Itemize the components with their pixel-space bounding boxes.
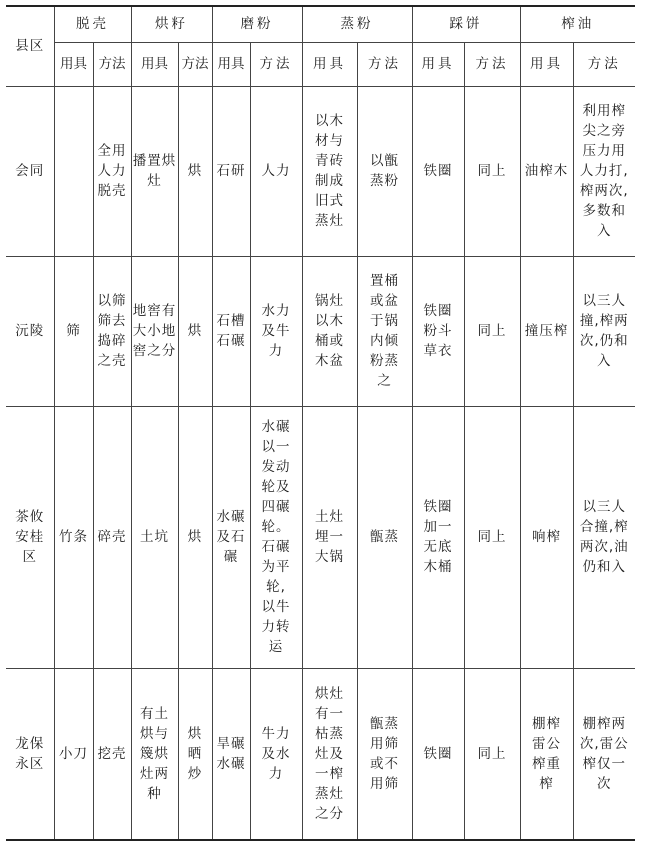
table-cell: 烘晒炒: [178, 668, 212, 840]
header-method: 方法: [250, 42, 302, 86]
header-method: 方法: [357, 42, 412, 86]
header-row-groups: [6, 6, 635, 42]
table-cell: 石槽石碾: [212, 256, 250, 406]
oil-pressing-table: [6, 5, 635, 841]
table-cell: 甑蒸用筛或不用筛: [357, 668, 412, 840]
county-cell: 龙保永区: [6, 668, 54, 840]
header-group-shelling: 脱壳: [54, 6, 131, 42]
table-cell: 播置烘灶: [131, 86, 178, 256]
header-tool: 用具: [412, 42, 464, 86]
table-row: [6, 406, 635, 668]
table-cell: 烘: [178, 256, 212, 406]
table-row: [6, 86, 635, 256]
table-cell: 锅灶以木桶或木盆: [302, 256, 357, 406]
table-cell: 烘: [178, 406, 212, 668]
table-cell: 挖壳: [93, 668, 131, 840]
header-row-subcolumns: [6, 42, 635, 86]
table-cell: 以甑蒸粉: [357, 86, 412, 256]
table-cell: 地窖有大小地窖之分: [131, 256, 178, 406]
table-cell: 铁圈: [412, 668, 464, 840]
header-tool: 用具: [520, 42, 573, 86]
table-cell: 水力及牛力: [250, 256, 302, 406]
header-tool: 用具: [54, 42, 93, 86]
county-cell: 会同: [6, 86, 54, 256]
table-cell: 铁圈: [412, 86, 464, 256]
table-cell: 土灶埋一大锅: [302, 406, 357, 668]
table-cell: 烘灶有一枯蒸灶及一榨蒸灶之分: [302, 668, 357, 840]
table-cell: 甑蒸: [357, 406, 412, 668]
table-cell: 碎壳: [93, 406, 131, 668]
table-cell: 同上: [464, 86, 520, 256]
table-cell: 棚榨两次,雷公榨仅一次: [573, 668, 635, 840]
table-cell: 利用榨尖之旁压力用人力打,榨两次,多数和入: [573, 86, 635, 256]
table-cell: 有土烘与篾烘灶两种: [131, 668, 178, 840]
county-cell: 沅陵: [6, 256, 54, 406]
table-cell: 全用人力脱壳: [93, 86, 131, 256]
county-cell: 茶攸安桂区: [6, 406, 54, 668]
table-cell: 土坑: [131, 406, 178, 668]
table-cell: 以三人撞,榨两次,仍和入: [573, 256, 635, 406]
table-cell: 石研: [212, 86, 250, 256]
table-cell: 以三人合撞,榨两次,油仍和入: [573, 406, 635, 668]
header-group-steaming: 蒸粉: [302, 6, 412, 42]
header-tool: 用具: [302, 42, 357, 86]
table-cell: 同上: [464, 668, 520, 840]
header-tool: 用具: [131, 42, 178, 86]
table-cell: 同上: [464, 406, 520, 668]
header-method: 方法: [573, 42, 635, 86]
table-cell: 烘: [178, 86, 212, 256]
table-cell: 竹条: [54, 406, 93, 668]
table-cell: 以木材与青砖制成旧式蒸灶: [302, 86, 357, 256]
table-cell: 撞压榨: [520, 256, 573, 406]
table-cell: 置桶或盆于锅内倾粉蒸之: [357, 256, 412, 406]
table-cell: 油榨木: [520, 86, 573, 256]
table-cell: 铁圈加一无底木桶: [412, 406, 464, 668]
header-county: 县区: [6, 6, 54, 86]
table-cell: 旱碾水碾: [212, 668, 250, 840]
table-row: [6, 668, 635, 840]
table-row: [6, 256, 635, 406]
header-group-pressing: 榨油: [520, 6, 635, 42]
header-method: 方法: [464, 42, 520, 86]
header-group-cake: 踩饼: [412, 6, 520, 42]
table-cell: 响榨: [520, 406, 573, 668]
header-method: 方法: [178, 42, 212, 86]
table-cell: 水碾以一发动轮及四碾轮。石碾为平轮,以牛力转运: [250, 406, 302, 668]
header-group-grinding: 磨粉: [212, 6, 302, 42]
table-cell: 棚榨雷公榨重榨: [520, 668, 573, 840]
header-group-drying: 烘籽: [131, 6, 212, 42]
table-cell: [54, 86, 93, 256]
table-cell: 人力: [250, 86, 302, 256]
table-cell: 以筛筛去捣碎之壳: [93, 256, 131, 406]
header-method: 方法: [93, 42, 131, 86]
table-cell: 筛: [54, 256, 93, 406]
table-cell: 水碾及石碾: [212, 406, 250, 668]
table-cell: 同上: [464, 256, 520, 406]
table-cell: 铁圈粉斗草衣: [412, 256, 464, 406]
table-cell: 小刀: [54, 668, 93, 840]
header-tool: 用具: [212, 42, 250, 86]
table-cell: 牛力及水力: [250, 668, 302, 840]
